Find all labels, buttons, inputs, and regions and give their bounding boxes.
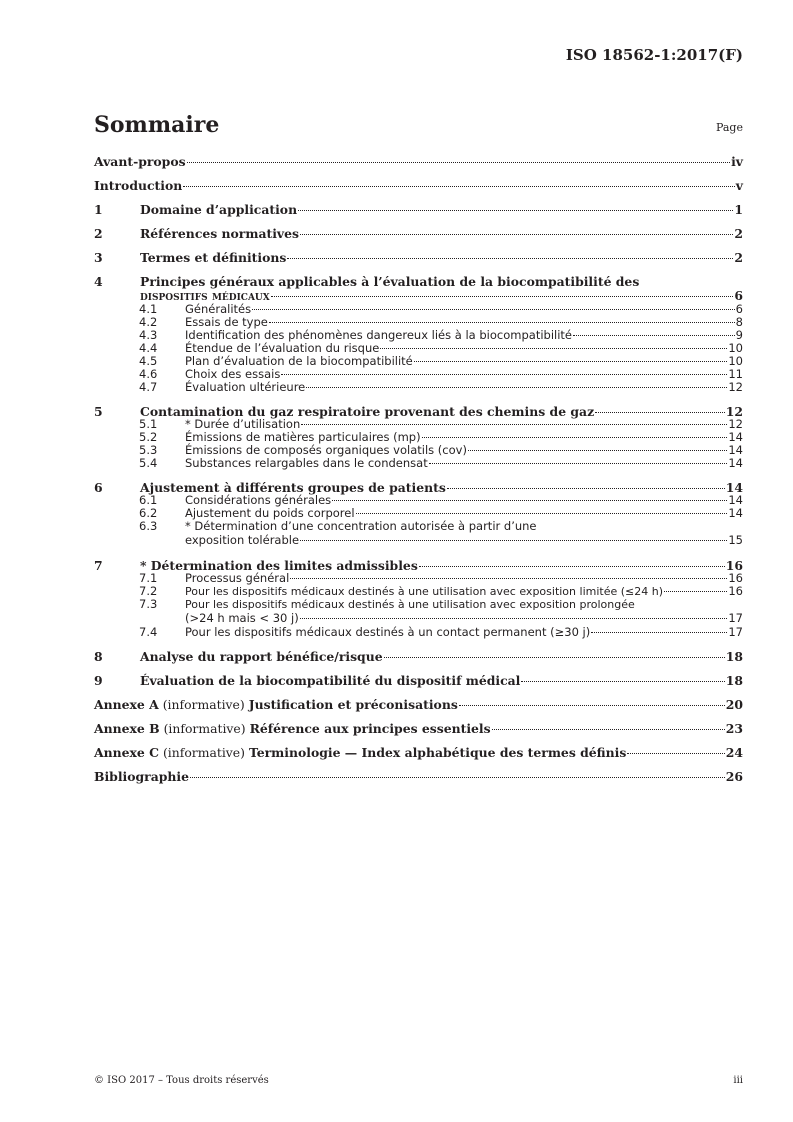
toc-subentry-title: Choix des essais bbox=[185, 367, 281, 381]
toc-subentry-page: 14 bbox=[728, 443, 743, 457]
toc-subentry-number: 4.6 bbox=[139, 367, 158, 381]
toc-subentry[interactable] bbox=[94, 598, 743, 611]
page-column-label: Page bbox=[715, 121, 743, 134]
toc-entry-page: 6 bbox=[734, 288, 743, 303]
leader-dots bbox=[190, 777, 725, 778]
toc-subentry-continuation[interactable] bbox=[94, 611, 743, 626]
leader-dots bbox=[414, 361, 728, 362]
toc-entry-number: 7 bbox=[94, 558, 103, 573]
toc-subentry-title: Émissions de composés organiques volatils (cov) bbox=[185, 443, 467, 457]
document-code: ISO 18562-1:2017(F) bbox=[565, 46, 743, 64]
toc-entry-page: 18 bbox=[725, 649, 743, 664]
toc-entry-page: 20 bbox=[725, 697, 743, 712]
toc-entry-page: 12 bbox=[725, 404, 743, 419]
leader-dots bbox=[287, 258, 733, 259]
toc-entry-number: 4 bbox=[94, 274, 103, 289]
toc-subentry-title: Évaluation ultérieure bbox=[185, 380, 306, 394]
toc-entry-page: 18 bbox=[725, 673, 743, 688]
annex-label: Annexe B bbox=[94, 721, 160, 736]
toc-subentry-title: Identification des phénomènes dangereux liés à la biocompatibilité bbox=[185, 328, 572, 342]
leader-dots bbox=[252, 309, 735, 310]
toc-subentry-page: 9 bbox=[735, 328, 743, 342]
toc-subentry-title: Considérations générales bbox=[185, 493, 332, 507]
leader-dots bbox=[380, 348, 727, 349]
toc-subentry-number: 5.1 bbox=[139, 417, 158, 431]
toc-subentry-title: Pour les dispositifs médicaux destinés à un contact permanent (≥30 j) bbox=[185, 625, 591, 639]
toc-entry-page: 24 bbox=[725, 745, 743, 760]
leader-dots bbox=[281, 374, 727, 375]
leader-dots bbox=[298, 210, 733, 211]
toc-entry[interactable] bbox=[94, 674, 743, 687]
toc-subentry-number: 4.1 bbox=[139, 302, 158, 316]
toc-subentry-number: 4.3 bbox=[139, 328, 158, 342]
annex-label: Annexe C bbox=[94, 745, 159, 760]
toc-entry-continuation[interactable] bbox=[94, 288, 743, 303]
toc-entry-page: 23 bbox=[725, 721, 743, 736]
leader-dots bbox=[290, 578, 727, 579]
toc-entry[interactable] bbox=[94, 179, 743, 192]
toc-subentry-number: 4.4 bbox=[139, 341, 158, 355]
leader-dots bbox=[384, 657, 725, 658]
toc-subentry-page: 16 bbox=[728, 584, 743, 598]
annex-label: Annexe A bbox=[94, 697, 159, 712]
table-of-contents bbox=[94, 153, 743, 783]
toc-subentry-page: 10 bbox=[728, 341, 743, 355]
toc-entry-page: iv bbox=[731, 154, 743, 169]
toc-entry-title-continued: dispositifs médicaux bbox=[140, 288, 270, 303]
toc-subentry-page: 14 bbox=[728, 456, 743, 470]
toc-subentry[interactable] bbox=[94, 381, 743, 394]
toc-subentry-title: Plan d’évaluation de la biocompatibilité bbox=[185, 354, 413, 368]
leader-dots bbox=[301, 424, 727, 425]
toc-entry-number: 1 bbox=[94, 202, 103, 217]
toc-annex-entry[interactable] bbox=[94, 698, 743, 711]
toc-subentry-page: 14 bbox=[728, 493, 743, 507]
toc-entry[interactable] bbox=[94, 203, 743, 216]
toc-subentry-page: 16 bbox=[728, 571, 743, 585]
toc-subentry[interactable] bbox=[94, 520, 743, 533]
toc-entry-number: 2 bbox=[94, 226, 103, 241]
toc-subentry-page: 15 bbox=[728, 533, 743, 547]
toc-entry-number: 8 bbox=[94, 649, 103, 664]
toc-annex-entry[interactable] bbox=[94, 746, 743, 759]
toc-entry-page: 26 bbox=[725, 769, 743, 784]
toc-entry-title: * Détermination des limites admissibles bbox=[140, 558, 418, 573]
toc-subentry-title: Généralités bbox=[185, 302, 252, 316]
toc-subentry-title-continued: (>24 h mais < 30 j) bbox=[185, 611, 299, 625]
toc-entry-title: Introduction bbox=[94, 178, 183, 193]
toc-entry-number: 9 bbox=[94, 673, 103, 688]
toc-subentry-page: 10 bbox=[728, 354, 743, 368]
toc-entry[interactable] bbox=[94, 650, 743, 663]
toc-subentry-number: 6.2 bbox=[139, 506, 158, 520]
toc-subentry-title: Étendue de l’évaluation du risque bbox=[185, 341, 380, 355]
toc-entry-number: 6 bbox=[94, 480, 103, 495]
toc-entry-title: Domaine d’application bbox=[140, 202, 298, 217]
toc-subentry[interactable] bbox=[94, 572, 743, 585]
toc-subentry-number: 5.4 bbox=[139, 456, 158, 470]
toc-subentry-title: Pour les dispositifs médicaux destinés à une utilisation avec exposition prolongée bbox=[185, 598, 635, 611]
toc-subentry-number: 7.2 bbox=[139, 584, 158, 598]
leader-dots bbox=[356, 513, 728, 514]
leader-dots bbox=[627, 753, 724, 754]
toc-entry-title: Avant-propos bbox=[94, 154, 186, 169]
annex-title: Terminologie — Index alphabétique des termes définis bbox=[248, 745, 627, 760]
toc-subentry-title: Ajustement du poids corporel bbox=[185, 506, 355, 520]
leader-dots bbox=[306, 387, 727, 388]
leader-dots bbox=[183, 186, 735, 187]
leader-dots bbox=[459, 705, 725, 706]
toc-subentry-number: 5.2 bbox=[139, 430, 158, 444]
toc-subentry-number: 6.1 bbox=[139, 493, 158, 507]
toc-subentry-number: 4.7 bbox=[139, 380, 158, 394]
toc-entry-title: Analyse du rapport bénéfice/risque bbox=[140, 649, 383, 664]
toc-entry-page: 14 bbox=[725, 480, 743, 495]
leader-dots bbox=[419, 566, 725, 567]
leader-dots bbox=[300, 618, 728, 619]
toc-subentry-page: 12 bbox=[728, 417, 743, 431]
toc-subentry-page: 11 bbox=[728, 367, 743, 381]
toc-subentry-page: 14 bbox=[728, 506, 743, 520]
leader-dots bbox=[187, 162, 731, 163]
toc-subentry-page: 12 bbox=[728, 380, 743, 394]
toc-subentry-title: Pour les dispositifs médicaux destinés à une utilisation avec exposition limitée (≤24 h) bbox=[185, 585, 664, 598]
leader-dots bbox=[573, 335, 735, 336]
toc-entry-page: 16 bbox=[725, 558, 743, 573]
annex-kind: (informative) bbox=[163, 721, 246, 736]
toc-subentry-number: 4.2 bbox=[139, 315, 158, 329]
annex-title: Référence aux principes essentiels bbox=[249, 721, 491, 736]
toc-subentry-continuation[interactable] bbox=[94, 533, 743, 548]
toc-subentry[interactable] bbox=[94, 626, 743, 639]
toc-subentry-page: 6 bbox=[735, 302, 743, 316]
leader-dots bbox=[422, 437, 728, 438]
annex-kind: (informative) bbox=[162, 745, 245, 760]
toc-subentry-title: Émissions de matières particulaires (mp) bbox=[185, 430, 421, 444]
toc-subentry-page: 17 bbox=[728, 625, 743, 639]
toc-subentry-page: 17 bbox=[728, 611, 743, 625]
toc-subentry-number: 7.3 bbox=[139, 597, 158, 611]
annex-kind: (informative) bbox=[162, 697, 245, 712]
toc-entry-number: 3 bbox=[94, 250, 103, 265]
toc-entry-page: 2 bbox=[734, 250, 743, 265]
toc-subentry-number: 7.1 bbox=[139, 571, 158, 585]
toc-entry-title: Termes et définitions bbox=[140, 250, 287, 265]
leader-dots bbox=[492, 729, 725, 730]
toc-entry-page: 1 bbox=[734, 202, 743, 217]
leader-dots bbox=[447, 488, 725, 489]
toc-subentry-number: 7.4 bbox=[139, 625, 158, 639]
toc-subentry-title: Processus général bbox=[185, 571, 290, 585]
toc-subentry-number: 6.3 bbox=[139, 519, 158, 533]
toc-subentry-number: 4.5 bbox=[139, 354, 158, 368]
toc-entry[interactable] bbox=[94, 275, 743, 288]
toc-subentry-page: 8 bbox=[735, 315, 743, 329]
leader-dots bbox=[664, 591, 727, 592]
toc-entry-title: Principes généraux applicables à l’évaluation de la biocompatibilité des bbox=[140, 274, 640, 289]
toc-entry-title: Contamination du gaz respiratoire provenant des chemins de gaz bbox=[140, 404, 595, 419]
leader-dots bbox=[269, 322, 735, 323]
leader-dots bbox=[595, 412, 725, 413]
toc-entry-title: Évaluation de la biocompatibilité du dispositif médical bbox=[140, 673, 521, 688]
toc-entry-page: v bbox=[735, 178, 743, 193]
toc-entry-title: Ajustement à différents groupes de patients bbox=[140, 480, 446, 495]
toc-entry-page: 2 bbox=[734, 226, 743, 241]
toc-subentry-number: 5.3 bbox=[139, 443, 158, 457]
leader-dots bbox=[300, 234, 733, 235]
leader-dots bbox=[332, 500, 727, 501]
toc-subentry-title: * Détermination d’une concentration autorisée à partir d’une bbox=[185, 519, 537, 533]
toc-entry[interactable] bbox=[94, 770, 743, 783]
toc-subentry-title: Essais de type bbox=[185, 315, 268, 329]
leader-dots bbox=[591, 632, 727, 633]
leader-dots bbox=[300, 540, 727, 541]
toc-entry[interactable] bbox=[94, 251, 743, 264]
footer-copyright: © ISO 2017 – Tous droits réservés bbox=[94, 1075, 269, 1086]
toc-subentry-title: Substances relargables dans le condensat bbox=[185, 456, 428, 470]
toc-subentry-title-continued: exposition tolérable bbox=[185, 533, 300, 547]
toc-entry[interactable] bbox=[94, 227, 743, 240]
leader-dots bbox=[521, 681, 724, 682]
leader-dots bbox=[468, 450, 727, 451]
page-title: Sommaire bbox=[94, 112, 220, 138]
toc-entry-number: 5 bbox=[94, 404, 103, 419]
toc-entry[interactable] bbox=[94, 155, 743, 168]
toc-entry-title: Bibliographie bbox=[94, 769, 190, 784]
toc-entry-title: Références normatives bbox=[140, 226, 299, 241]
toc-subentry[interactable] bbox=[94, 585, 743, 598]
annex-title: Justification et préconisations bbox=[248, 697, 458, 712]
leader-dots bbox=[271, 296, 734, 297]
toc-subentry[interactable] bbox=[94, 457, 743, 470]
toc-subentry-page: 14 bbox=[728, 430, 743, 444]
footer-page-number: iii bbox=[733, 1075, 743, 1086]
toc-subentry-title: * Durée d’utilisation bbox=[185, 417, 301, 431]
leader-dots bbox=[429, 463, 728, 464]
toc-annex-entry[interactable] bbox=[94, 722, 743, 735]
